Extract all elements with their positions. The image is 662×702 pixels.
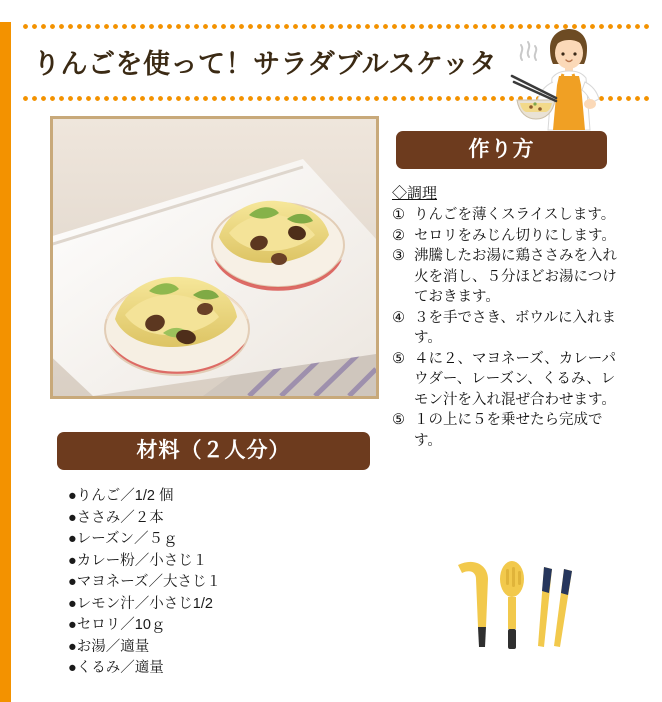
list-item — [392, 308, 617, 349]
list-item — [392, 226, 617, 247]
step-number: ⑤ — [392, 412, 405, 428]
method-section — [392, 182, 617, 451]
list-item: ●カレー粉／小さじ１ — [68, 552, 208, 569]
list-item: ●ささみ／２本 — [68, 509, 164, 526]
list-item — [392, 349, 617, 411]
ingredients-heading: 材料（２人分） — [57, 432, 370, 470]
step-text: ４に２、マヨネーズ、カレーパウダー、レーズン、くるみ、レモン汁を入れ混ぜ合わせます。 — [414, 350, 616, 408]
left-bar-notch — [0, 0, 11, 22]
recipe-photo — [50, 116, 379, 399]
list-item: ●りんご／1/2 個 — [68, 488, 174, 504]
step-text: １の上に５を乗せたら完成です。 — [414, 412, 603, 449]
page-header — [11, 22, 662, 104]
step-text: りんごを薄くスライスします。 — [414, 207, 616, 223]
list-item — [392, 410, 617, 451]
step-number: ① — [392, 207, 405, 223]
step-number: ⑤ — [392, 350, 405, 367]
page-title: りんごを使って！サラダブルスケッタ — [33, 49, 497, 79]
list-item: ●くるみ／適量 — [68, 660, 164, 676]
list-item — [392, 246, 617, 308]
utensils-illustration-icon — [452, 555, 592, 665]
step-text: ３を手でさき、ボウルに入れます。 — [414, 309, 616, 346]
ingredients-list — [62, 486, 372, 680]
list-item: ●お湯／適量 — [68, 638, 150, 655]
cook-illustration-icon — [484, 26, 604, 134]
left-accent-bar — [0, 0, 11, 702]
list-item: ●レモン汁／小さじ1/2 — [68, 595, 213, 612]
step-text: セロリをみじん切りにします。 — [414, 227, 616, 244]
method-subheading: ◇調理 — [392, 185, 438, 202]
step-number: ② — [392, 227, 405, 244]
list-item: ●レーズン／５ｇ — [68, 531, 178, 547]
list-item: ●マヨネーズ／大さじ１ — [68, 574, 222, 590]
list-item — [392, 205, 617, 226]
list-item: ●セロリ／10ｇ — [68, 617, 166, 633]
step-number: ③ — [392, 248, 405, 264]
step-number: ④ — [392, 309, 405, 326]
step-text: 沸騰したお湯に鶏ささみを入れ火を消し、５分ほどお湯につけておきます。 — [414, 248, 617, 305]
method-heading-ribbon: 作り方 — [396, 131, 607, 169]
